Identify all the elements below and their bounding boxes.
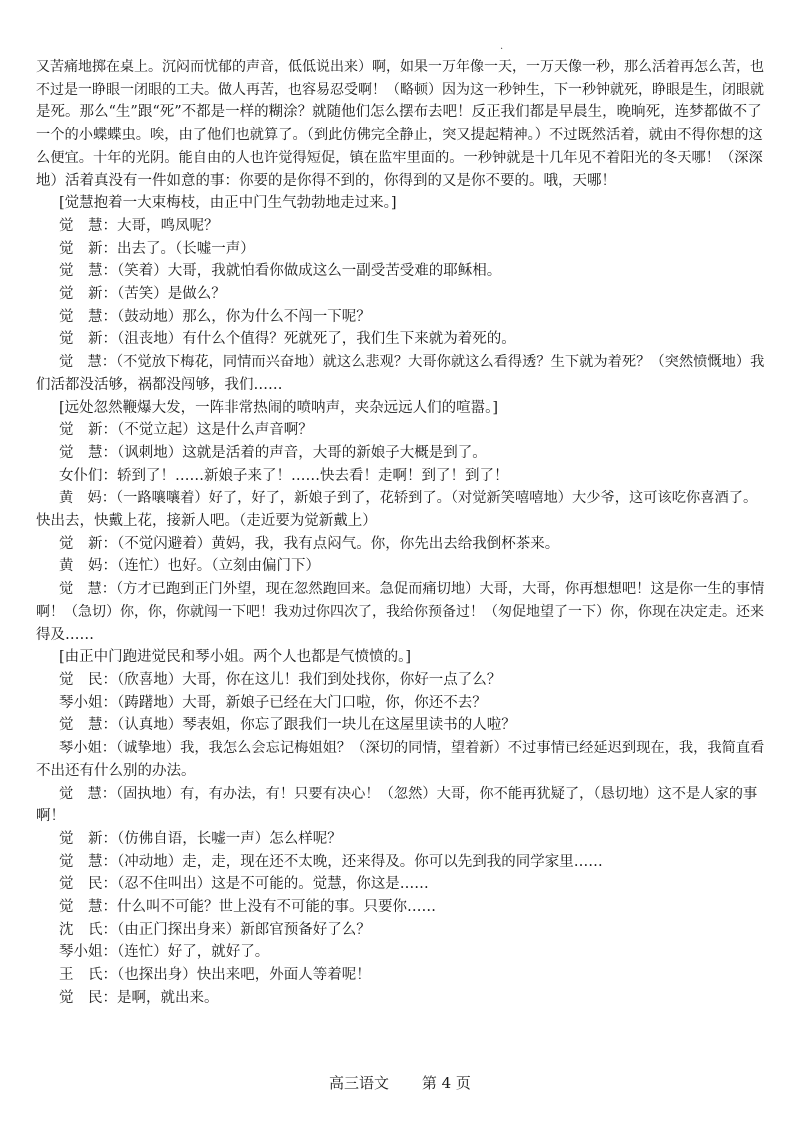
text-line: 黄 妈：（连忙）也好。（立刻由偏门下） [59,558,320,575]
text-line: 得及…… [36,626,94,643]
text-line: 觉 新：（沮丧地）有什么个值得？死就死了，我们生下来就为着死的。 [59,331,516,348]
text-line: 觉 新：（不觉立起）这是什么声音啊？ [59,422,313,439]
text-line: 黄 妈：（一路嚷嚷着）好了，好了，新娘子到了，花轿到了。（对觉新笑嘻嘻地）大少爷，这可该吃你喜酒了。 [59,490,758,507]
text-line: 一个的小蝶蝶虫。唉，由了他们也就算了。（到此仿佛完全静止，突又提起精神。）不过既然活着，就由不得你想的这 [36,127,763,144]
text-line: 琴小姐：（连忙）好了，就好了。 [59,944,270,961]
text-line: 地）活着真没有一件如意的事：你要的是你得不到的，你得到的又是你不要的。哦，天哪！ [36,172,616,189]
text-line: 觉 新：（苦笑）是做么？ [59,286,226,303]
text-line: 觉 民：是啊，就出来。 [59,989,219,1006]
text-line: 琴小姐：（诚挚地）我，我怎么会忘记梅姐姐？（深切的同情，望着新）不过事情已经延迟到现在，我，我简直看 [59,740,765,757]
footer-subject: 高三语文 [329,1074,390,1092]
stage-direction: [觉慧抱着一大束梅枝，由正中门生气勃勃地走过来。] [59,195,397,212]
stage-direction: [远处忽然鞭爆大发，一阵非常热闹的喷呐声，夹杂远远人们的喧嚣。] [59,399,499,416]
text-line: 觉 慧：什么叫不可能？世上没有不可能的事。只要你…… [59,899,436,916]
footer-page-number: 第 4 页 [421,1074,471,1092]
text-line: 觉 慧：（认真地）琴表姐，你忘了跟我们一块儿在这屋里读书的人啦？ [59,717,516,734]
page-footer [0,1072,800,1093]
text-line: 又苦痛地掷在桌上。沉闷而忧郁的声音，低低说出来）啊，如果一万年像一天，一万天像一秒，那么活着再怎么苦，也 [36,59,764,75]
text-line: 觉 慧：（讽刺地）这就是活着的声音，大哥的新娘子大概是到了。 [59,444,487,461]
text-line: 觉 慧：（笑着）大哥，我就怕看你做成这么一副受苦受难的耶稣相。 [59,263,502,280]
text-line: 啊！ [36,808,65,825]
text-line: 不出还有什么别的办法。 [36,762,196,779]
text-line: 觉 民：（欣喜地）大哥，你在这儿！我们到处找你，你好一点了么？ [59,671,502,688]
text-line: 女仆们：轿到了！……新娘子来了！……快去看！走啊！到了！到了！ [59,467,509,484]
text-line: 觉 新：出去了。（长嘘一声） [59,240,255,257]
text-line: 啊！（急切）你，你，你就闯一下吧！我劝过你四次了，我给你预备过！（匆促地望了一下）你，你现在决定走。还来 [36,603,764,620]
text-line: 觉 慧：大哥，鸣凤呢？ [59,217,219,234]
print-mark: · [500,44,504,55]
text-line: 不过是一睁眼一闭眼的工夫。做人再苦，也容易忍受啊！（略顿）因为这一秒钟生，下一秒钟就死，睁眼是生，闭眼就 [36,81,764,98]
text-line: 们活都没活够，祸都没闯够，我们…… [36,376,283,393]
text-line: 觉 新：（不觉闪避着）黄妈，我，我有点闷气。你，你先出去给我倒杯茶来。 [59,535,560,552]
text-line: 快出去，快戴上花，接新人吧。（走近要为觉新戴上） [36,513,377,530]
stage-direction: [由正中门跑进觉民和琴小姐。两个人也都是气愤愤的。] [59,649,412,666]
text-line: 觉 慧：（冲动地）走，走，现在还不太晚，还来得及。你可以先到我的同学家里…… [59,853,603,870]
text-line: 觉 新：（仿佛自语，长嘘一声）怎么样呢？ [59,830,342,847]
script-text [36,56,768,1010]
text-line: 么便宜。十年的光阴。能自由的人也许觉得短促，镇在监牢里面的。一秒钟就是十几年见不着阳光的冬天哪！（深深 [36,149,763,166]
text-line: 觉 慧：（固执地）有，有办法，有！只要有决心！（忽然）大哥，你不能再犹疑了，（恳切地）这不是人家的事 [59,785,758,802]
text-line: 觉 民：（忍不住叫出）这是不可能的。觉慧，你这是…… [59,876,429,893]
text-line: 觉 慧：（鼓动地）那么，你为什么不闯一下呢？ [59,308,371,325]
text-line: 王 氏：（也探出身）快出来吧，外面人等着呢！ [59,967,371,984]
text-line: 是死。那么“生”跟“死”不都是一样的糊涂？就随他们怎么摆布去吧！反正我们都是早晨生，晚晌死，连梦都做不了 [36,104,762,121]
text-line: 沈 氏：（由正门探出身来）新郎官预备好了么？ [59,921,371,938]
text-line: 觉 慧：（不觉放下梅花，同情而兴奋地）就这么悲观？大哥你就这么看得透？生下就为着死？（突然愤慨地）我 [59,354,765,371]
text-line: 琴小姐：（踌躇地）大哥，新娘子已经在大门口啦，你，你还不去？ [59,694,487,711]
text-line: 觉 慧：（方才已跑到正门外望，现在忽然跑回来。急促而痛切地）大哥，大哥，你再想想吧！这是你一生的事情 [59,581,765,598]
